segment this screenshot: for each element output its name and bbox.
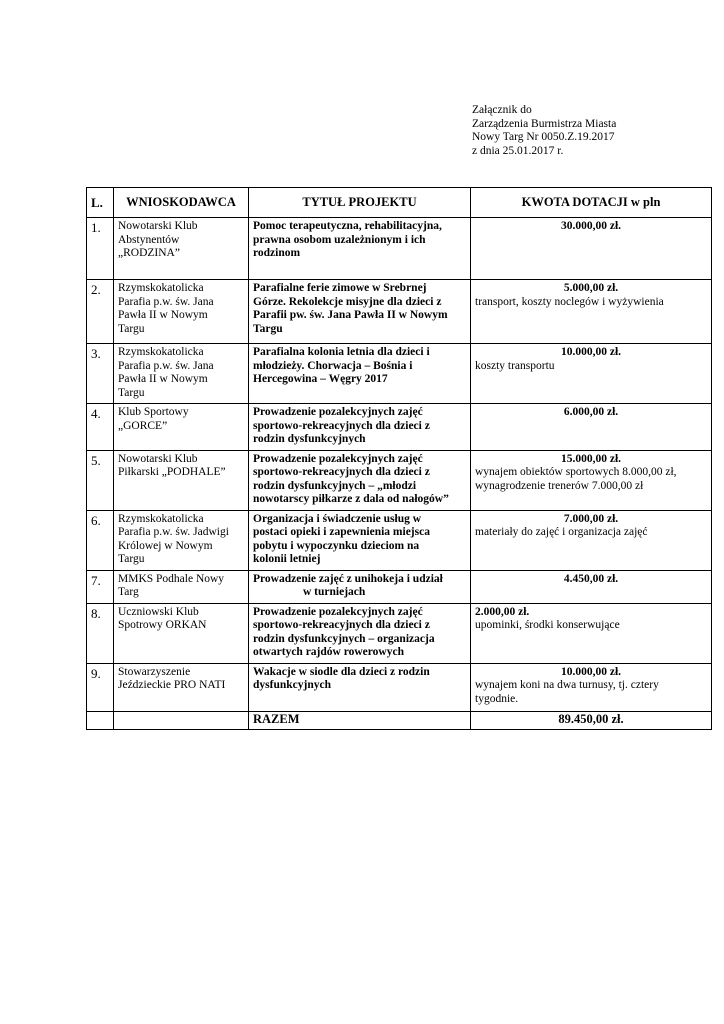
applicant-cell [114,218,249,280]
project-title-line: Wakacje w siodle dla dzieci z rodzin [253,665,430,678]
applicant-line: Spotrowy ORKAN [118,619,207,631]
grants-table [86,187,712,730]
grant-amount: 10.000,00 zł. [560,665,622,678]
project-title-line: Prowadzenie pozalekcyjnych zajęć [253,406,423,418]
grant-amount: 6.000,00 zł. [563,406,619,418]
amount-details: wynagrodzenie trenerów 7.000,00 zł [475,479,644,492]
project-title-line: rodzin dysfunkcyjnych [253,433,366,445]
applicant-cell [114,510,249,570]
project-title-line: Parafii pw. św. Jana Pawła II w Nowym [253,309,448,321]
project-title-cell [249,280,471,344]
amount-details: koszty transportu [475,359,555,372]
applicant-cell [114,450,249,510]
table-row [87,510,712,570]
grant-amount: 15.000,00 zł. [560,452,622,465]
project-title-line: sportowo-rekreacyjnych dla dzieci z [253,419,430,432]
project-title-line: Prowadzenie pozalekcyjnych zajęć [253,452,423,465]
amount-cell [471,344,712,404]
applicant-cell [114,603,249,663]
project-title-cell [249,404,471,451]
applicant-line: Stowarzyszenie [118,665,191,678]
applicant-line: Uczniowski Klub [118,605,199,618]
project-title-line: sportowo-rekreacyjnych dla dzieci z [253,466,430,478]
applicant-line: Rzymskokatolicka [118,346,204,358]
applicant-line: „GORCE” [118,419,168,432]
applicant-cell [114,404,249,451]
attachment-header [472,104,616,158]
project-title-line: Targu [253,322,283,335]
applicant-cell [114,663,249,711]
project-title-line: Parafialna kolonia letnia dla dzieci i [253,346,430,358]
grant-amount: 7.000,00 zł. [563,512,619,525]
project-title-cell [249,510,471,570]
project-title-line: rodzin dysfunkcyjnych – organizacja [253,632,435,645]
row-number: 4. [87,404,114,451]
header-line: z dnia 25.01.2017 r. [472,144,564,157]
project-title-cell [249,450,471,510]
table-row [87,450,712,510]
project-title-line: Organizacja i świadczenie usług w [253,512,422,525]
header-line: Załącznik do [472,104,532,116]
total-row [87,711,712,730]
row-number: 6. [87,510,114,570]
applicant-line: Jeździeckie PRO NATI [118,679,226,691]
project-title-cell [249,603,471,663]
applicant-cell [114,344,249,404]
project-title-cell [249,344,471,404]
project-title-line: dysfunkcyjnych [253,679,331,691]
project-title-line: sportowo-rekreacyjnych dla dzieci z [253,619,430,631]
applicant-line: Nowotarski Klub [118,452,198,465]
table-row [87,603,712,663]
table-row [87,570,712,603]
applicant-line: Nowotarski Klub [118,220,198,232]
table-row [87,218,712,280]
project-title-cell [249,663,471,711]
applicant-line: Targu [118,553,145,565]
project-title-line: Hercegowina – Węgry 2017 [253,373,388,385]
amount-cell [471,280,712,344]
amount-cell [471,404,712,451]
total-amount: 89.450,00 zł. [471,711,712,730]
applicant-line: Klub Sportowy [118,406,189,418]
project-title-line: kolonii letniej [253,553,321,565]
total-empty-cell [87,711,114,730]
table-row [87,280,712,344]
project-title-line: prawna osobom uzależnionym i ich [253,233,426,246]
applicant-line: Pawła II w Nowym [118,373,208,385]
project-title-cell [249,218,471,280]
applicant-line: MMKS Podhale Nowy [118,572,225,585]
row-number: 2. [87,280,114,344]
amount-details: tygodnie. [475,692,519,705]
project-title-line: pobytu i wypoczynku dzieciom na [253,539,420,552]
table-row [87,344,712,404]
header-line: Nowy Targ Nr 0050.Z.19.2017 [472,131,615,143]
total-label: RAZEM [249,711,471,730]
project-title-line: postaci opieki i zapewnienia miejsca [253,526,430,538]
applicant-line: Piłkarski „PODHALE” [118,466,226,478]
applicant-cell [114,280,249,344]
row-number: 5. [87,450,114,510]
row-number: 3. [87,344,114,404]
amount-details: wynajem koni na dwa turnusy, tj. cztery [475,679,659,691]
row-number: 7. [87,570,114,603]
project-title-line: Prowadzenie zajęć z unihokeja i udział [253,572,443,585]
project-title-line: otwartych rajdów rowerowych [253,646,404,658]
applicant-line: Rzymskokatolicka [118,512,204,525]
project-title-line: rodzinom [253,247,301,259]
amount-details: wynajem obiektów sportowych 8.000,00 zł, [475,466,677,478]
project-title-line: w turniejach [303,586,366,598]
applicant-line: Pawła II w Nowym [118,309,208,321]
amount-cell [471,663,712,711]
grant-amount: 2.000,00 zł. [475,605,530,618]
column-header-amount: KWOTA DOTACJI w pln [471,188,712,218]
header-line: Zarządzenia Burmistrza Miasta [472,117,617,130]
project-title-line: Parafialne ferie zimowe w Srebrnej [253,282,427,294]
grant-amount: 30.000,00 zł. [560,220,622,232]
column-header-lp: L. [87,188,114,218]
applicant-line: „RODZINA” [118,247,180,259]
applicant-line: Rzymskokatolicka [118,282,204,294]
table-row [87,663,712,711]
row-number: 8. [87,603,114,663]
row-number: 1. [87,218,114,280]
applicant-line: Królowej w Nowym [118,539,213,552]
grant-amount: 10.000,00 zł. [560,346,622,358]
applicant-line: Parafia p.w. św. Jadwigi [118,526,229,538]
amount-cell [471,450,712,510]
applicant-line: Targ [118,586,139,598]
applicant-line: Targu [118,322,145,335]
amount-cell [471,510,712,570]
applicant-line: Targu [118,386,145,399]
applicant-line: Abstynentów [118,233,180,246]
applicant-cell [114,570,249,603]
row-number: 9. [87,663,114,711]
column-header-applicant: WNIOSKODAWCA [114,188,249,218]
table-header-row [87,188,712,218]
project-title-line: młodzieży. Chorwacja – Bośnia i [253,359,413,372]
grant-amount: 4.450,00 zł. [563,572,619,585]
amount-cell [471,603,712,663]
amount-cell [471,218,712,280]
amount-cell [471,570,712,603]
amount-details: upominki, środki konserwujące [475,619,620,631]
table-row [87,404,712,451]
amount-details: transport, koszty noclegów i wyżywienia [475,295,664,308]
project-title-line: rodzin dysfunkcyjnych – „młodzi [253,479,417,492]
grant-amount: 5.000,00 zł. [563,282,619,294]
project-title-cell [249,570,471,603]
amount-details: materiały do zajęć i organizacja zajęć [475,526,648,538]
project-title-line: Prowadzenie pozalekcyjnych zajęć [253,605,423,618]
applicant-line: Parafia p.w. św. Jana [118,295,214,308]
total-empty-cell [114,711,249,730]
project-title-line: Pomoc terapeutyczna, rehabilitacyjna, [253,220,442,232]
project-title-line: nowotarscy piłkarze z dala od nałogów” [253,493,449,505]
column-header-title: TYTUŁ PROJEKTU [249,188,471,218]
project-title-line: Górze. Rekolekcje misyjne dla dzieci z [253,295,442,308]
applicant-line: Parafia p.w. św. Jana [118,359,214,372]
